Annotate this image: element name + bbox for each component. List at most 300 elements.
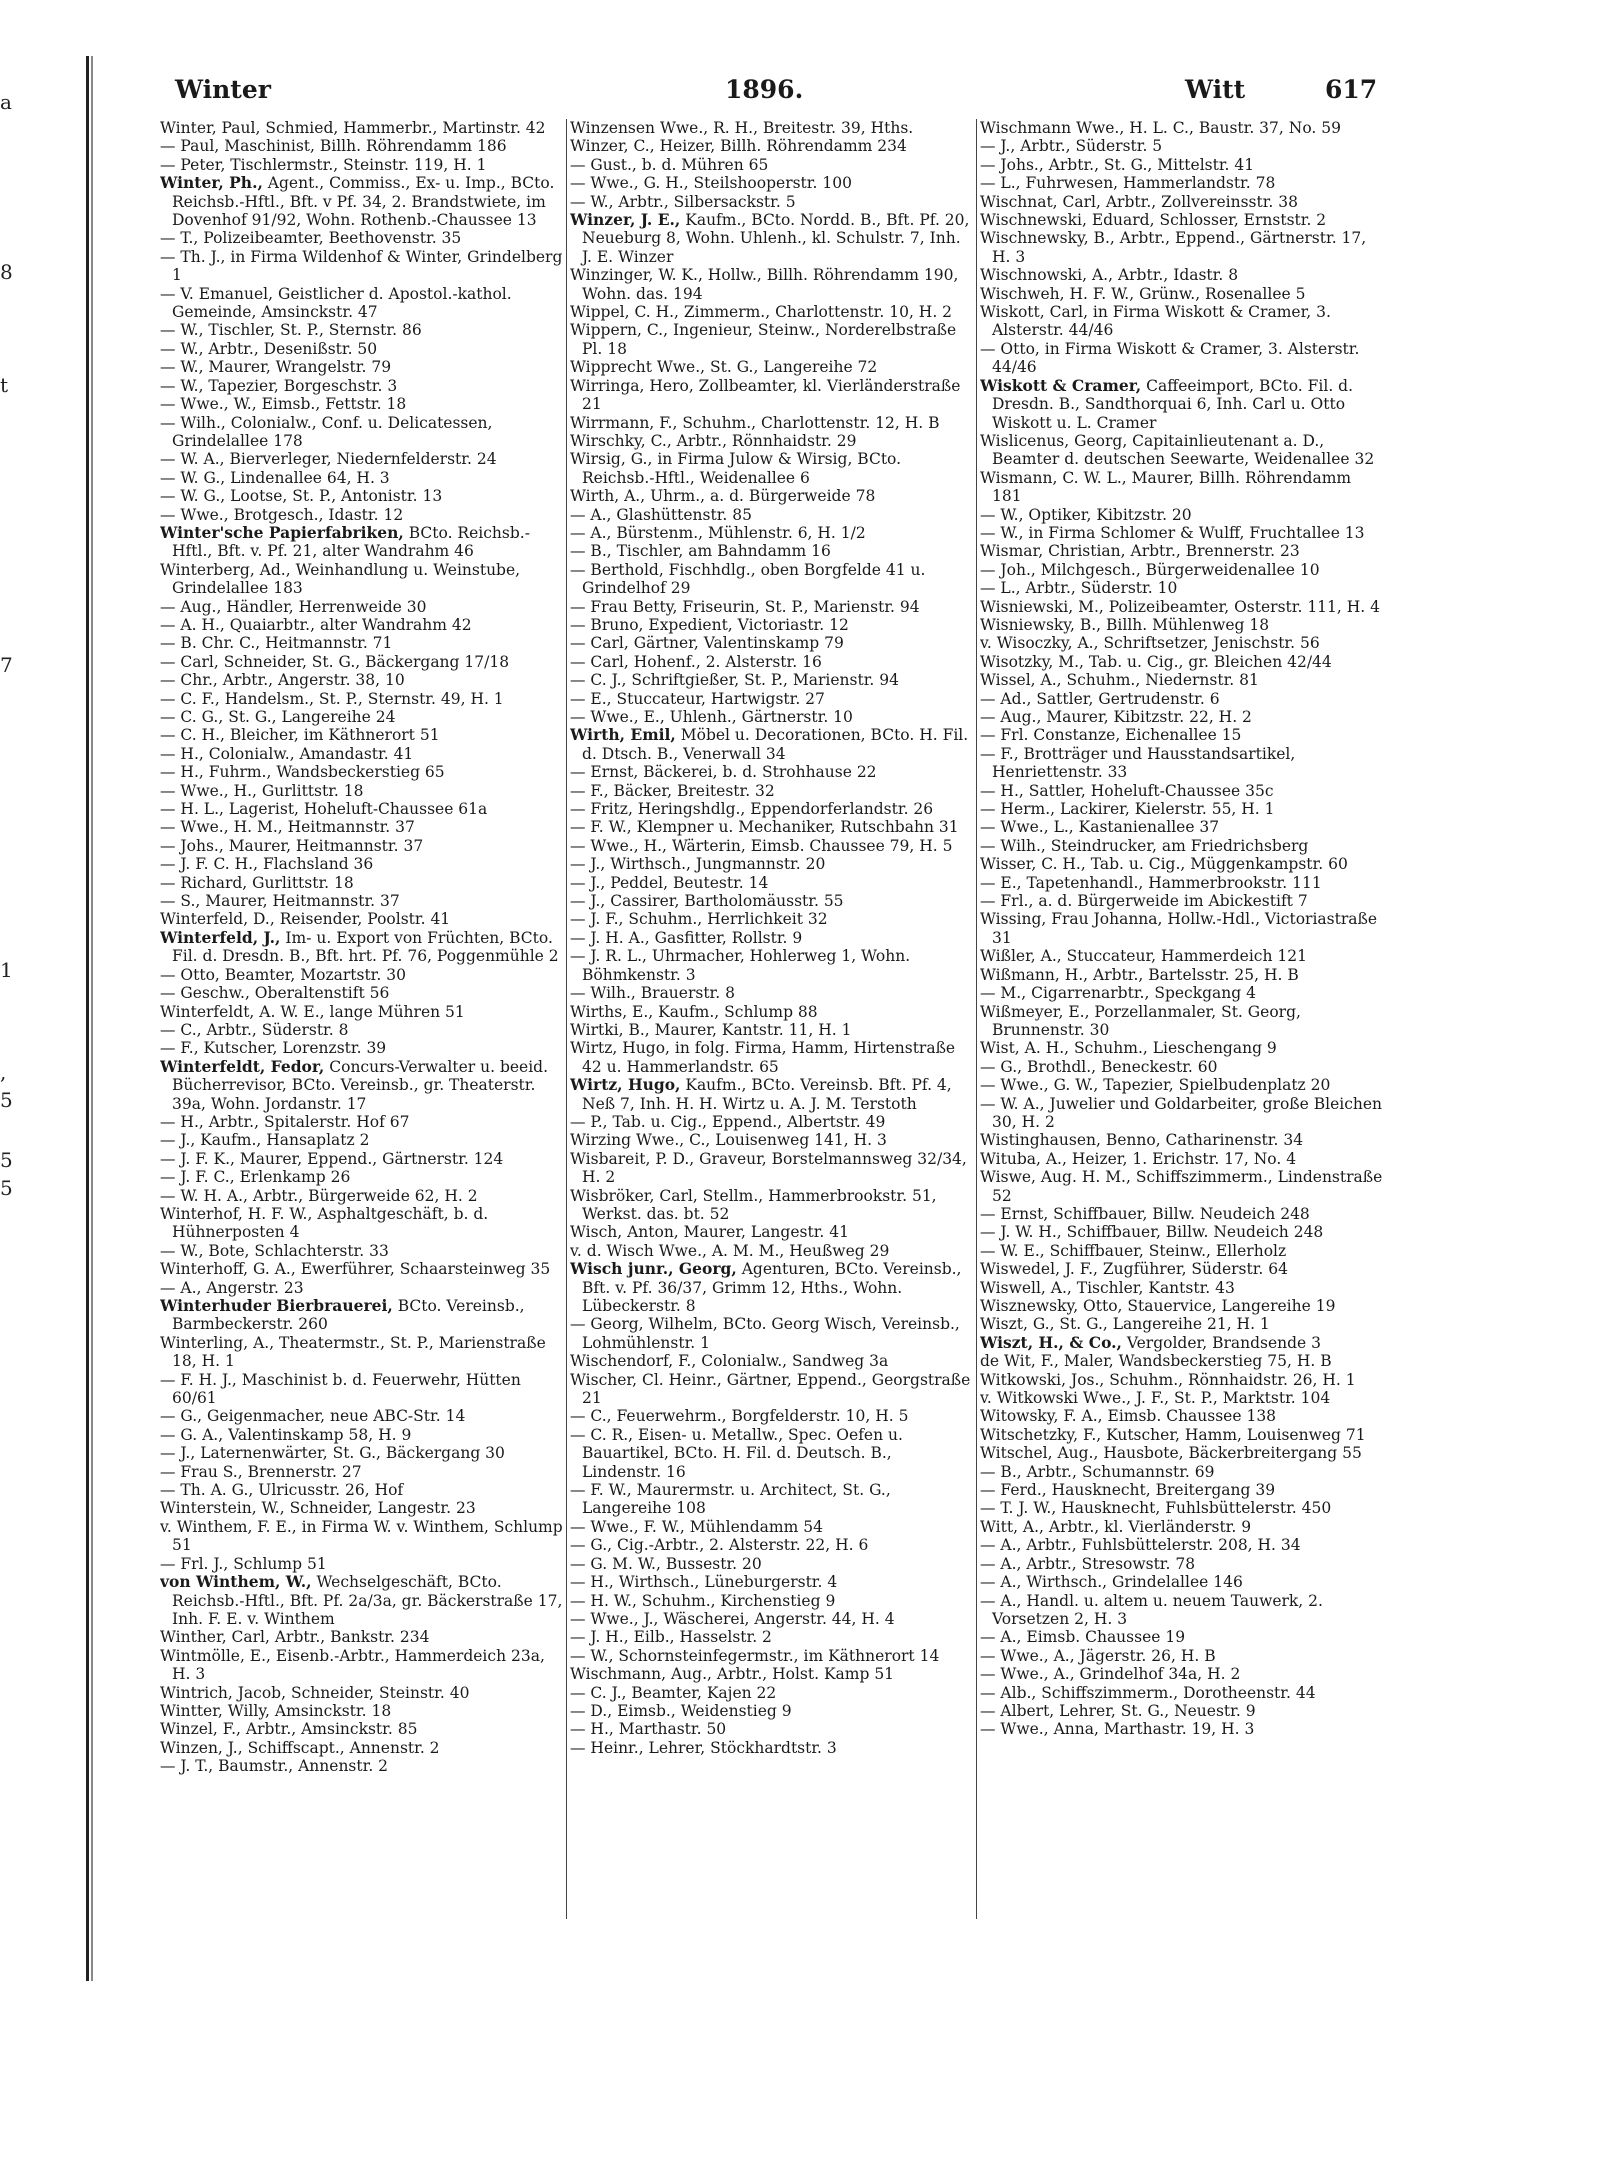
entry-text: — G., Cig.-Arbtr., 2. Alsterstr. 22, H. 6 xyxy=(570,1536,869,1555)
directory-entry xyxy=(160,487,565,505)
entry-text: — Ad., Sattler, Gertrudenstr. 6 xyxy=(980,689,1220,708)
entry-text: — Carl, Gärtner, Valentinskamp 79 xyxy=(570,634,844,653)
entry-text: — H., Marthastr. 50 xyxy=(570,1720,727,1739)
entry-text: — A., Wirthsch., Grindelallee 146 xyxy=(980,1573,1243,1592)
entry-text: — W. G., Lootse, St. P., Antonistr. 13 xyxy=(160,487,443,506)
entry-text: Winterberg, Ad., Weinhandlung u. Weinstube, Grindelallee 183 xyxy=(160,560,521,598)
directory-entry xyxy=(980,690,1385,708)
entry-text: Wiswe, Aug. H. M., Schiffszimmerm., Lindenstraße 52 xyxy=(980,1168,1383,1205)
entry-text: v. d. Wisch Wwe., A. M. M., Heußweg 29 xyxy=(570,1241,890,1260)
directory-entry xyxy=(570,193,975,211)
directory-entry xyxy=(980,1058,1385,1076)
page-spine-shadow xyxy=(91,56,93,1981)
entry-text: — Johs., Arbtr., St. G., Mittelstr. 41 xyxy=(980,155,1255,174)
entry-text: Wismar, Christian, Arbtr., Brennerstr. 23 xyxy=(980,542,1300,561)
entry-text: Wippern, C., Ingenieur, Steinw., Norderelbstraße Pl. 18 xyxy=(570,321,957,358)
directory-entry xyxy=(570,1702,975,1720)
entry-text: — Herm., Lackirer, Kielerstr. 55, H. 1 xyxy=(980,800,1275,819)
directory-entry xyxy=(570,1242,975,1260)
margin-fragment: , xyxy=(0,1060,7,1084)
entry-text: Winterfeld, D., Reisender, Poolstr. 41 xyxy=(160,910,451,929)
directory-entry xyxy=(980,1297,1385,1315)
entry-text: — Joh., Milchgesch., Bürgerweidenallee 10 xyxy=(980,560,1320,579)
directory-entry xyxy=(570,1647,975,1665)
entry-text: Witschetzky, F., Kutscher, Hamm, Louisenweg 71 xyxy=(980,1425,1366,1444)
entry-text: v. Witkowski Wwe., J. F., St. P., Marktstr. 104 xyxy=(980,1389,1331,1408)
entry-text: Wituba, A., Heizer, 1. Erichstr. 17, No. 4 xyxy=(980,1149,1297,1168)
entry-text: — B., Arbtr., Schumannstr. 69 xyxy=(980,1462,1215,1481)
entry-text: — Albert, Lehrer, St. G., Neuestr. 9 xyxy=(980,1701,1256,1720)
entry-text: Wirtki, B., Maurer, Kantstr. 11, H. 1 xyxy=(570,1020,852,1039)
directory-entry xyxy=(160,1242,565,1260)
entry-text: Winterfeldt, A. W. E., lange Mühren 51 xyxy=(160,1002,465,1021)
entry-text: — B. Chr. C., Heitmannstr. 71 xyxy=(160,634,393,653)
entry-text: — C. G., St. G., Langereihe 24 xyxy=(160,708,396,726)
entry-text: Wisznewsky, Otto, Stauervice, Langereihe 19 xyxy=(980,1297,1336,1315)
directory-entry xyxy=(980,910,1385,947)
directory-entry xyxy=(160,1684,565,1702)
entry-text: Wisbareit, P. D., Graveur, Borstelmannsweg 32/34, H. 2 xyxy=(570,1149,967,1187)
directory-entry xyxy=(570,708,975,726)
entry-text: — W. A., Juwelier und Goldarbeiter, große Bleichen 30, H. 2 xyxy=(980,1094,1383,1131)
margin-fragment: 5 xyxy=(0,1148,13,1172)
directory-entry xyxy=(980,1426,1385,1444)
directory-entry xyxy=(160,1187,565,1205)
entry-text: — A. H., Quaiarbtr., alter Wandrahm 42 xyxy=(160,615,472,634)
entry-text: — E., Tapetenhandl., Hammerbrookstr. 111 xyxy=(980,873,1322,892)
directory-entry xyxy=(160,745,565,763)
entry-text: — Wwe., F. W., Mühlendamm 54 xyxy=(570,1517,823,1536)
entry-text: Wintmölle, E., Eisenb.-Arbtr., Hammerdeich 23a, H. 3 xyxy=(160,1646,545,1684)
directory-entry xyxy=(570,1223,975,1241)
entry-text: — C. R., Eisen- u. Metallw., Spec. Oefen u. Bauartikel, BCto. H. Fil. d. Deutsch. B., Lindenstr. 16 xyxy=(570,1425,903,1481)
entry-text: — Frl., a. d. Bürgerweide im Abickestift 7 xyxy=(980,892,1308,911)
directory-entry xyxy=(570,1610,975,1628)
directory-entry xyxy=(980,1481,1385,1499)
entry-text: Witschel, Aug., Hausbote, Bäckerbreitergang 55 xyxy=(980,1444,1362,1463)
directory-entry xyxy=(570,1076,975,1113)
directory-entry xyxy=(570,1720,975,1738)
entry-text: — H., Sattler, Hoheluft-Chaussee 35c xyxy=(980,781,1274,800)
directory-entry xyxy=(980,598,1385,616)
entry-text: — Th. A. G., Ulricusstr. 26, Hof xyxy=(160,1481,404,1500)
directory-entry xyxy=(980,174,1385,192)
directory-entry xyxy=(570,450,975,487)
entry-text: — Paul, Maschinist, Billh. Röhrendamm 186 xyxy=(160,137,507,156)
directory-entry xyxy=(570,653,975,671)
left-margin xyxy=(0,0,90,2177)
entry-text: — Ernst, Schiffbauer, Billw. Neudeich 248 xyxy=(980,1204,1310,1223)
entry-text: — C. H., Bleicher, im Käthnerort 51 xyxy=(160,726,440,745)
directory-entry xyxy=(980,1334,1385,1352)
directory-entry xyxy=(980,653,1385,671)
directory-entry xyxy=(570,598,975,616)
entry-text: — C. F., Handelsm., St. P., Sternstr. 49, H. 1 xyxy=(160,689,504,708)
entry-text: — A., Arbtr., Fuhlsbüttelerstr. 208, H. 34 xyxy=(980,1536,1301,1555)
directory-entry xyxy=(160,929,565,966)
directory-entry xyxy=(160,1702,565,1720)
directory-entry xyxy=(570,1003,975,1021)
entry-text: Wischmann Wwe., H. L. C., Baustr. 37, No. 59 xyxy=(980,119,1341,137)
directory-entry xyxy=(570,303,975,321)
directory-entry xyxy=(160,450,565,468)
page-spine xyxy=(86,56,89,1981)
entry-text: BCto. Vereinsb., Barmbeckerstr. 260 xyxy=(172,1297,525,1334)
entry-text: — Aug., Händler, Herrenweide 30 xyxy=(160,597,427,616)
entry-firm-name: Winterhuder Bierbrauerei, xyxy=(160,1296,393,1315)
directory-entry xyxy=(980,1095,1385,1132)
entry-text: — Frau Betty, Friseurin, St. P., Marienstr. 94 xyxy=(570,597,920,616)
entry-text: — J., Peddel, Beutestr. 14 xyxy=(570,873,769,892)
directory-entry xyxy=(160,506,565,524)
entry-text: — Otto, Beamter, Mozartstr. 30 xyxy=(160,965,406,984)
directory-entry xyxy=(570,542,975,560)
entry-text: Wirzing Wwe., C., Louisenweg 141, H. 3 xyxy=(570,1131,887,1150)
entry-text: — Wwe., L., Kastanienallee 37 xyxy=(980,818,1220,837)
directory-entry xyxy=(570,855,975,873)
entry-text: Wirth, A., Uhrm., a. d. Bürgerweide 78 xyxy=(570,487,876,506)
entry-text: Witt, A., Arbtr., kl. Vierländerstr. 9 xyxy=(980,1517,1252,1536)
directory-entry xyxy=(980,1315,1385,1333)
entry-firm-name: Winter'sche Papierfabriken, xyxy=(160,522,404,542)
entry-text: Wiskott, Carl, in Firma Wiskott & Cramer, 3. Alsterstr. 44/46 xyxy=(980,303,1331,340)
directory-page xyxy=(145,75,1383,1935)
entry-text: — F. W., Maurermstr. u. Architect, St. G., Langereihe 108 xyxy=(570,1481,891,1518)
entry-text: — Johs., Maurer, Heitmannstr. 37 xyxy=(160,836,424,855)
entry-text: — W. G., Lindenallee 64, H. 3 xyxy=(160,468,390,487)
directory-entry xyxy=(570,137,975,155)
entry-text: Wipprecht Wwe., St. G., Langereihe 72 xyxy=(570,358,878,377)
directory-entry xyxy=(980,524,1385,542)
directory-entry xyxy=(160,469,565,487)
directory-entry xyxy=(570,1315,975,1352)
entry-text: — J. W. H., Schiffbauer, Billw. Neudeich 248 xyxy=(980,1223,1324,1242)
directory-entry xyxy=(160,358,565,376)
directory-entry xyxy=(570,358,975,376)
directory-entry xyxy=(160,524,565,561)
directory-entry xyxy=(160,156,565,174)
directory-entry xyxy=(980,1499,1385,1517)
entry-text: Wißmann, H., Arbtr., Bartelsstr. 25, H. B xyxy=(980,965,1299,984)
entry-text: — W. E., Schiffbauer, Steinw., Ellerholz xyxy=(980,1241,1287,1260)
directory-entry xyxy=(160,1628,565,1646)
directory-entry xyxy=(570,1573,975,1591)
entry-text: Wißler, A., Stuccateur, Hammerdeich 121 xyxy=(980,947,1307,966)
entry-text: — C., Arbtr., Süderstr. 8 xyxy=(160,1020,349,1039)
entry-text: — F. W., Klempner u. Mechaniker, Rutschbahn 31 xyxy=(570,818,959,837)
directory-entry xyxy=(980,193,1385,211)
entry-text: — J., Cassirer, Bartholomäusstr. 55 xyxy=(570,892,844,911)
directory-entry xyxy=(980,1444,1385,1462)
directory-entry xyxy=(160,984,565,1002)
directory-entry xyxy=(980,1665,1385,1683)
entry-text: — Wwe., G. H., Steilshooperstr. 100 xyxy=(570,174,852,193)
entry-text: — Heinr., Lehrer, Stöckhardtstr. 3 xyxy=(570,1738,837,1757)
entry-text: — Wwe., H., Gurlittstr. 18 xyxy=(160,781,364,800)
entry-text: — M., Cigarrenarbtr., Speckgang 4 xyxy=(980,984,1256,1003)
entry-firm-name: Wiskott & Cramer, xyxy=(980,375,1142,395)
directory-entry xyxy=(570,1371,975,1408)
entry-text: — Wwe., J., Wäscherei, Angerstr. 44, H. 4 xyxy=(570,1609,895,1628)
entry-text: Agent., Commiss., Ex- u. Imp., BCto. Reichsb.-Hftl., Bft. v Pf. 34, 2. Brandstwiete, im Dovenhof 91/92, Wohn. Rothenb.-Chaussee 13 xyxy=(172,174,555,230)
directory-entry xyxy=(570,1039,975,1076)
entry-firm-name: Wirth, Emil, xyxy=(570,725,676,745)
entry-text: Wirths, E., Kaufm., Schlump 88 xyxy=(570,1002,818,1021)
header-catchword-left: Winter xyxy=(175,75,271,104)
directory-entry xyxy=(570,1021,975,1039)
entry-text: Concurs-Verwalter u. beeid. Bücherrevisor, BCto. Vereinsb., gr. Theaterstr. 39a, Wohn. Jordanstr. 17 xyxy=(172,1057,549,1113)
directory-entry xyxy=(980,1720,1385,1738)
entry-text: Winther, Carl, Arbtr., Bankstr. 234 xyxy=(160,1628,430,1647)
directory-entry xyxy=(570,1187,975,1224)
entry-text: — Wwe., W., Eimsb., Fettstr. 18 xyxy=(160,395,407,414)
entry-text: Wisotzky, M., Tab. u. Cig., gr. Bleichen 42/44 xyxy=(980,652,1332,671)
entry-text: Wintter, Willy, Amsinckstr. 18 xyxy=(160,1701,392,1720)
directory-entry xyxy=(570,1536,975,1554)
directory-entry xyxy=(160,616,565,634)
entry-text: — Wilh., Colonialw., Conf. u. Delicatessen, Grindelallee 178 xyxy=(160,413,493,450)
directory-entry xyxy=(570,1426,975,1481)
directory-entry xyxy=(980,229,1385,266)
entry-text: — F., Brotträger und Hausstandsartikel, Henriettenstr. 33 xyxy=(980,744,1296,782)
directory-entry xyxy=(160,1573,565,1628)
directory-entry xyxy=(980,377,1385,432)
directory-entry xyxy=(160,598,565,616)
entry-text: Wischendorf, F., Colonialw., Sandweg 3a xyxy=(570,1352,889,1371)
directory-entry xyxy=(160,671,565,689)
entry-text: Wistinghausen, Benno, Catharinenstr. 34 xyxy=(980,1131,1304,1150)
directory-entry xyxy=(570,690,975,708)
entry-text: — G. A., Valentinskamp 58, H. 9 xyxy=(160,1425,412,1444)
entry-firm-name: Winzer, J. E., xyxy=(570,210,681,230)
entry-text: Kaufm., BCto. Nordd. B., Bft. Pf. 20, Neueburg 8, Wohn. Uhlenh., kl. Schulstr. 7, Inh. J. E. Winzer xyxy=(582,211,970,266)
entry-text: — Richard, Gurlittstr. 18 xyxy=(160,873,354,892)
entry-text: — Berthold, Fischhdlg., oben Borgfelde 41 u. Grindelhof 29 xyxy=(570,560,926,598)
directory-entry xyxy=(980,782,1385,800)
directory-entry xyxy=(980,1555,1385,1573)
entry-text: — Fritz, Heringshdlg., Eppendorferlandstr. 26 xyxy=(570,800,934,819)
directory-entry xyxy=(980,579,1385,597)
directory-entry xyxy=(570,432,975,450)
directory-entry xyxy=(980,542,1385,560)
directory-entry xyxy=(160,137,565,155)
directory-entry xyxy=(160,1039,565,1057)
directory-entry xyxy=(980,1518,1385,1536)
entry-text: Caffeeimport, BCto. Fil. d. Dresdn. B., Sandthorquai 6, Inh. Carl u. Otto Wiskott u. L. Cramer xyxy=(992,376,1354,432)
entry-text: — A., Handl. u. altem u. neuem Tauwerk, 2. Vorsetzen 2, H. 3 xyxy=(980,1591,1323,1628)
entry-text: — F., Bäcker, Breitestr. 32 xyxy=(570,781,775,800)
entry-text: — Wwe., A., Jägerstr. 26, H. B xyxy=(980,1646,1216,1665)
entry-text: — H. L., Lagerist, Hoheluft-Chaussee 61a xyxy=(160,800,488,819)
directory-entry xyxy=(570,1628,975,1646)
directory-entry xyxy=(160,1371,565,1408)
entry-text: — Ernst, Bäckerei, b. d. Strohhause 22 xyxy=(570,763,877,782)
entry-text: — J., Wirthsch., Jungmannstr. 20 xyxy=(570,855,826,874)
entry-text: — Gust., b. d. Mühren 65 xyxy=(570,155,769,174)
directory-entry xyxy=(160,395,565,413)
entry-text: Wischmann, Aug., Arbtr., Holst. Kamp 51 xyxy=(570,1665,895,1684)
directory-entry xyxy=(980,1279,1385,1297)
directory-entry xyxy=(160,874,565,892)
entry-text: Wisniewsky, B., Billh. Mühlenweg 18 xyxy=(980,615,1270,634)
entry-text: Winzel, F., Arbtr., Amsinckstr. 85 xyxy=(160,1720,418,1739)
entry-text: — W., Tischler, St. P., Sternstr. 86 xyxy=(160,321,422,340)
entry-text: Wißmeyer, E., Porzellanmaler, St. Georg, Brunnenstr. 30 xyxy=(980,1002,1301,1039)
entry-text: — L., Arbtr., Süderstr. 10 xyxy=(980,579,1178,598)
directory-entry xyxy=(980,340,1385,377)
entry-text: — J. F. C. H., Flachsland 36 xyxy=(160,855,374,874)
entry-text: — W., Bote, Schlachterstr. 33 xyxy=(160,1241,389,1260)
directory-entry xyxy=(160,174,565,229)
directory-entry xyxy=(160,1131,565,1149)
entry-text: — W., Arbtr., Silbersackstr. 5 xyxy=(570,192,796,211)
page-number: 617 xyxy=(1325,75,1378,104)
column-2 xyxy=(570,119,975,1919)
entry-text: — Aug., Maurer, Kibitzstr. 22, H. 2 xyxy=(980,708,1252,726)
directory-entry xyxy=(980,1573,1385,1591)
entry-text: — W. H. A., Arbtr., Bürgerweide 62, H. 2 xyxy=(160,1186,478,1205)
directory-entry xyxy=(980,119,1385,137)
entry-text: de Wit, F., Maler, Wandsbeckerstieg 75, H. B xyxy=(980,1352,1332,1371)
entry-text: — Chr., Arbtr., Angerstr. 38, 10 xyxy=(160,671,405,690)
entry-text: Wischnewski, Eduard, Schlosser, Ernststr. 2 xyxy=(980,211,1327,230)
entry-text: — H., Arbtr., Spitalerstr. Hof 67 xyxy=(160,1112,410,1131)
directory-entry xyxy=(980,303,1385,340)
entry-text: Wiswell, A., Tischler, Kantstr. 43 xyxy=(980,1278,1235,1297)
entry-text: Winterhoff, G. A., Ewerführer, Schaarsteinweg 35 xyxy=(160,1260,551,1279)
column-3 xyxy=(980,119,1385,1919)
directory-entry xyxy=(570,156,975,174)
entry-text: Wischnowski, A., Arbtr., Idastr. 8 xyxy=(980,266,1239,285)
directory-entry xyxy=(980,1242,1385,1260)
entry-text: — G. M. W., Bussestr. 20 xyxy=(570,1554,762,1573)
directory-entry xyxy=(980,211,1385,229)
directory-entry xyxy=(980,855,1385,873)
directory-entry xyxy=(980,469,1385,506)
directory-entry xyxy=(160,1757,565,1775)
entry-text: Winterhof, H. F. W., Asphaltgeschäft, b. d. Hühnerposten 4 xyxy=(160,1204,489,1242)
entry-text: — P., Tab. u. Cig., Eppend., Albertstr. 49 xyxy=(570,1112,886,1131)
entry-firm-name: Wiszt, H., & Co., xyxy=(980,1332,1122,1352)
directory-entry xyxy=(160,1058,565,1113)
entry-text: Wiswedel, J. F., Zugführer, Süderstr. 64 xyxy=(980,1260,1288,1279)
entry-text: — J. T., Baumstr., Annenstr. 2 xyxy=(160,1757,389,1776)
directory-entry xyxy=(570,506,975,524)
directory-entry xyxy=(980,1168,1385,1205)
entry-text: — W., Arbtr., Desenißstr. 50 xyxy=(160,339,378,358)
directory-entry xyxy=(980,1205,1385,1223)
directory-entry xyxy=(980,892,1385,910)
directory-entry xyxy=(160,966,565,984)
margin-fragment: 7 xyxy=(0,653,13,677)
directory-entry xyxy=(570,1739,975,1757)
entry-text: — W., Schornsteinfegermstr., im Käthnerort 14 xyxy=(570,1646,940,1665)
directory-entry xyxy=(160,1205,565,1242)
directory-entry xyxy=(570,763,975,781)
entry-text: — T., Polizeibeamter, Beethovenstr. 35 xyxy=(160,229,462,248)
margin-fragment: 1 xyxy=(0,958,13,982)
directory-entry xyxy=(570,174,975,192)
columns xyxy=(145,119,1383,1919)
directory-entry xyxy=(160,1739,565,1757)
directory-entry xyxy=(570,874,975,892)
entry-text: — Geschw., Oberaltenstift 56 xyxy=(160,984,390,1003)
directory-entry xyxy=(980,800,1385,818)
entry-text: Wischweh, H. F. W., Grünw., Rosenallee 5 xyxy=(980,284,1306,303)
entry-text: Wintrich, Jacob, Schneider, Steinstr. 40 xyxy=(160,1683,470,1702)
directory-entry xyxy=(570,929,975,947)
directory-entry xyxy=(570,1407,975,1425)
directory-entry xyxy=(570,1131,975,1149)
directory-entry xyxy=(160,1260,565,1278)
entry-text: — C. J., Schriftgießer, St. P., Marienstr. 94 xyxy=(570,671,900,690)
entry-text: Wischnewsky, B., Arbtr., Eppend., Gärtnerstr. 17, H. 3 xyxy=(980,229,1367,266)
entry-text: — F., Kutscher, Lorenzstr. 39 xyxy=(160,1039,387,1058)
directory-entry xyxy=(570,726,975,763)
entry-firm-name: von Winthem, W., xyxy=(160,1572,312,1592)
entry-text: — Peter, Tischlermstr., Steinstr. 119, H. 1 xyxy=(160,155,487,174)
directory-entry xyxy=(980,1684,1385,1702)
directory-entry xyxy=(570,414,975,432)
entry-text: — Wilh., Brauerstr. 8 xyxy=(570,984,735,1003)
entry-text: Winzer, C., Heizer, Billh. Röhrendamm 234 xyxy=(570,137,907,156)
directory-entry xyxy=(160,1555,565,1573)
entry-text: Wechselgeschäft, BCto. Reichsb.-Hftl., Bft. Pf. 2a/3a, gr. Bäckerstraße 17, Inh. F. E. v. Winthem xyxy=(172,1573,563,1628)
margin-fragment: 5 xyxy=(0,1088,13,1112)
directory-entry xyxy=(160,726,565,744)
directory-entry xyxy=(160,910,565,928)
directory-entry xyxy=(570,119,975,137)
directory-entry xyxy=(160,229,565,247)
entry-text: Wirsig, G., in Firma Julow & Wirsig, BCto. Reichsb.-Hftl., Weidenallee 6 xyxy=(570,450,902,487)
margin-fragment: 8 xyxy=(0,260,13,284)
entry-text: — J. R. L., Uhrmacher, Hohlerweg 1, Wohn. Böhmkenstr. 3 xyxy=(570,947,911,984)
entry-text: Wissel, A., Schuhm., Niedernstr. 81 xyxy=(980,671,1259,690)
directory-entry xyxy=(160,1481,565,1499)
entry-text: — A., Glashüttenstr. 85 xyxy=(570,505,752,524)
directory-entry xyxy=(980,1223,1385,1241)
directory-entry xyxy=(570,321,975,358)
directory-entry xyxy=(980,1463,1385,1481)
directory-entry xyxy=(980,1371,1385,1389)
header-year: 1896. xyxy=(725,75,804,104)
entry-text: — C., Feuerwehrm., Borgfelderstr. 10, H. 5 xyxy=(570,1407,909,1426)
entry-text: Winzen, J., Schiffscapt., Annenstr. 2 xyxy=(160,1738,440,1757)
directory-entry xyxy=(160,1150,565,1168)
directory-entry xyxy=(980,1131,1385,1149)
directory-entry xyxy=(160,1499,565,1517)
entry-text: Wisser, C. H., Tab. u. Cig., Müggenkampstr. 60 xyxy=(980,855,1348,874)
entry-text: — A., Bürstenm., Mühlenstr. 6, H. 1/2 xyxy=(570,523,866,542)
directory-entry xyxy=(160,1279,565,1297)
directory-entry xyxy=(980,984,1385,1002)
directory-entry xyxy=(980,1076,1385,1094)
directory-entry xyxy=(570,671,975,689)
directory-entry xyxy=(570,616,975,634)
entry-text: — S., Maurer, Heitmannstr. 37 xyxy=(160,892,400,911)
directory-entry xyxy=(160,818,565,836)
entry-text: — Wwe., Anna, Marthastr. 19, H. 3 xyxy=(980,1720,1255,1739)
entry-text: Wirtz, Hugo, in folg. Firma, Hamm, Hirtenstraße 42 u. Hammerlandstr. 65 xyxy=(570,1039,956,1076)
directory-entry xyxy=(980,947,1385,965)
directory-entry xyxy=(980,616,1385,634)
directory-entry xyxy=(980,1150,1385,1168)
entry-text: — Carl, Schneider, St. G., Bäckergang 17/18 xyxy=(160,652,510,671)
directory-entry xyxy=(570,266,975,303)
entry-text: Wissing, Frau Johanna, Hollw.-Hdl., Victoriastraße 31 xyxy=(980,910,1378,947)
directory-entry xyxy=(160,1003,565,1021)
entry-text: — A., Arbtr., Stresowstr. 78 xyxy=(980,1554,1196,1573)
